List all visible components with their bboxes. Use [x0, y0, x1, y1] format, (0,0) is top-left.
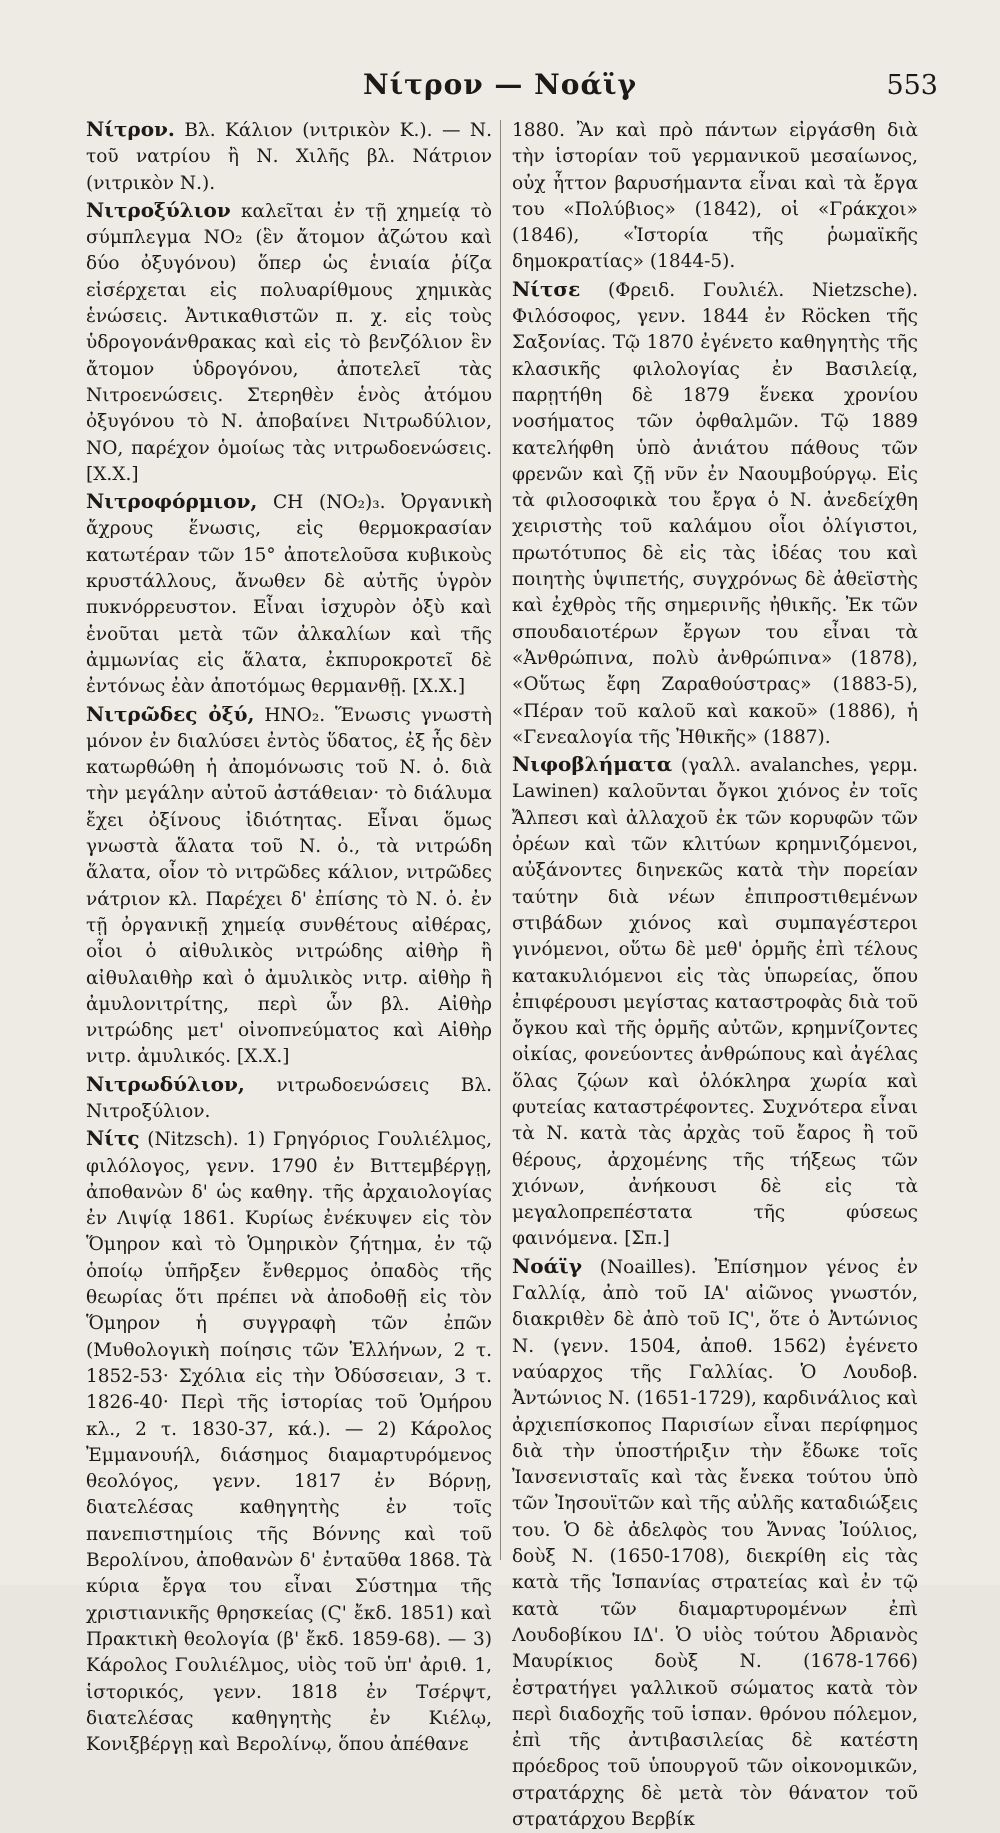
page-number: 553 [886, 70, 938, 101]
entry-nietzsche [512, 276, 918, 751]
entry-text: (Φρειδ. Γουλιέλ. Nietzsche). Φιλόσοφος, γενν. 1844 ἐν Röcken τῆς Σαξονίας. Τῷ 1870 ἐγένετο καθηγητὴς τῆς κλασικῆς φιλολογίας ἐν Βασιλείᾳ, παρῃτήθη δὲ 1879 ἕνεκα χρονίου νοσήματος τῶν ὀφθαλμῶν. Τῷ 1889 κατελήφθη ὑπὸ ἀνιάτου πάθους τῶν φρενῶν καὶ ζῇ νῦν ἐν Ναουμβούργῳ. Εἰς τὰ φιλοσοφικὰ του ἔργα ὁ Ν. ἀνεδείχθη χειριστὴς τοῦ καλάμου οἷοι ὀλίγιστοι, πρωτότυπος δὲ εἰς τὰς ἰδέας του καὶ ποιητὴς ὑψιπετής, συγχρόνως δὲ ἀθεϊστὴς καὶ ἐχθρὸς τῆς σημερινῆς ἠθικῆς. Ἐκ τῶν σπουδαιοτέρων ἔργων του εἶναι τὰ «Ἀνθρώπινα, πολὺ ἀνθρώπινα» (1878), «Οὕτως ἔφη Ζαραθούστρας» (1883-5), «Πέραν τοῦ καλοῦ καὶ κακοῦ» (1886), ἡ «Γενεαλογία τῆς Ἠθικῆς» (1887). [512, 279, 918, 748]
headword: Νίτρον. [86, 117, 175, 141]
entry-nitron [86, 116, 492, 197]
entry-nitroxylion [86, 197, 492, 488]
page-header [0, 62, 1000, 102]
headword: Νιτρῶδες ὀξύ, [86, 701, 255, 726]
headword: Νίτσε [512, 276, 581, 301]
entry-text: (γαλλ. avalanches, γερμ. Lawinen) καλοῦνται ὄγκοι χιόνος ἐν τοῖς Ἄλπεσι καὶ ἀλλαχοῦ ἐκ τῶν κορυφῶν τῶν ὀρέων καὶ τῶν κλιτύων κρημνιζόμενοι, αὐξάνοντες διηνεκῶς κατὰ τὴν πορείαν ταύτην διὰ νέων ἐπιπροστιθεμένων στιβάδων χιόνος καὶ συμπαγέστεροι γινόμενοι, οὕτω δὲ μεθ' ὁρμῆς ἐπὶ τέλους κατακυλιόμενοι εἰς τὰς ὑπωρείας, ὅπου ἐπιφέρουσι μεγίστας καταστροφὰς διὰ τοῦ ὄγκου καὶ τῆς ὁρμῆς αὐτῶν, κρημνίζοντες οἰκίας, φονεύοντες ἀνθρώπους καὶ ἀγέλας ὅλας ζῴων καὶ ὁλόκληρα χωρία καὶ φυτείας καταστρέφοντες. Συχνότερα εἶναι τὰ Ν. κατὰ τὰς ἀρχὰς τοῦ ἔαρος ἢ τοῦ θέρους, ἀρχομένης τῆς τήξεως τῶν χιόνων, ἀνήκουσι δὲ εἰς τὰ μεγαλοπρεπέστατα τῆς φύσεως φαινόμενα. [Σπ.] [512, 755, 918, 1250]
entry-text: 1880. Ἂν καὶ πρὸ πάντων εἰργάσθη διὰ τὴν ἱστορίαν τοῦ γερμανικοῦ μεσαίωνος, οὐχ ἧττον βαρυσήμαντα εἶναι καὶ τὰ ἔργα του «Πολύβιος» (1842), οἱ «Γράκχοι» (1846), «Ἱστορία τῆς ῥωμαϊκῆς δημοκρατίας» (1844-5). [512, 120, 918, 273]
entry-text: CH (NO₂)₃. Ὀργανικὴ ἄχρους ἕνωσις, εἰς θερμοκρασίαν κατωτέραν τῶν 15° ἀποτελοῦσα κυβικοὺς κρυστάλλους, ἄνωθεν δὲ αὐτῆς ὑγρὸν πυκνόρρευστον. Εἶναι ἰσχυρὸν ὀξὺ καὶ ἑνοῦται μετὰ τῶν ἀλκαλίων καὶ τῆς ἀμμωνίας εἰς ἅλατα, ἐκπυροκροτεῖ δὲ ἐντόνως ἐὰν ἀποτόμως θερμανθῇ. [Χ.Χ.] [86, 492, 492, 698]
headword: Νιφοβλήματα [512, 752, 673, 777]
entry-text: HNO₂. Ἕνωσις γνωστὴ μόνον ἐν διαλύσει ἐντὸς ὕδατος, ἐξ ἧς δὲν κατωρθώθη ἡ ἀπομόνωσις τοῦ Ν. ὀ. διὰ τὴν μεγάλην αὐτοῦ ἀστάθειαν· τὸ διάλυμα ἔχει ὀξίνους ἰδιότητας. Εἶναι ὅμως γνωστὰ ἅλατα τοῦ Ν. ὀ., τὰ νιτρώδη ἅλατα, οἷον τὸ νιτρῶδες κάλιον, νιτρῶδες νάτριον κλ. Παρέχει δ' ἐπίσης τὸ Ν. ὀ. ἐν τῇ ὀργανικῇ χημείᾳ συνθέτους αἰθέρας, οἷοι ὁ αἰθυλικὸς νιτρώδης αἰθὴρ ἢ αἰθυλαιθὴρ καὶ ὁ ἀμυλικὸς νιτρ. αἰθὴρ ἢ ἀμυλονιτρίτης, περὶ ὧν βλ. Αἰθὴρ νιτρώδης μετ' οἰνοπνεύματος καὶ Αἰθὴρ νιτρ. ἀμυλικός. [Χ.Χ.] [86, 704, 492, 1068]
right-column [512, 116, 918, 1833]
entry-text: (Nitzsch). 1) Γρηγόριος Γουλιέλμος, φιλόλογος, γενν. 1790 ἐν Βιττεμβέργῃ, ἀποθανὼν δ' ὡς καθηγ. τῆς ἀρχαιολογίας ἐν Λιψίᾳ 1861. Κυρίως ἐνέκυψεν εἰς τὸν Ὅμηρον καὶ τὸ Ὁμηρικὸν ζήτημα, ἐν τῷ ὁποίῳ ὑπῆρξεν ἔνθερμος ὀπαδὸς τῆς θεωρίας ὅτι πρέπει νὰ ἀποδοθῇ εἰς τὸν Ὅμηρον ἡ συγγραφὴ τῶν ἐπῶν (Μυθολογικὴ ποίησις τῶν Ἑλλήνων, 2 τ. 1852-53· Σχόλια εἰς τὴν Ὀδύσσειαν, 3 τ. 1826-40· Περὶ τῆς ἱστορίας τοῦ Ὁμήρου κλ., 2 τ. 1830-37, κά.). — 2) Κάρολος Ἐμμανουήλ, διάσημος διαμαρτυρόμενος θεολόγος, γενν. 1817 ἐν Βόρνῃ, διατελέσας καθηγητὴς ἐν τοῖς πανεπιστημίοις τῆς Βόννης καὶ τοῦ Βερολίνου, ἀποθανὼν δ' ἐνταῦθα 1868. Τὰ κύρια ἔργα του εἶναι Σύστημα τῆς χριστιανικῆς θρησκείας (Ϛ' ἔκδ. 1851) καὶ Πρακτικὴ θεολογία (β' ἔκδ. 1859-68). — 3) Κάρολος Γουλιέλμος, υἱὸς τοῦ ὑπ' ἀριθ. 1, ἱστορικός, γενν. 1818 ἐν Τσέρψτ, διατελέσας καθηγητὴς ἐν Κιέλῳ, Κονιξβέργῃ καὶ Βερολίνῳ, ὅπου ἀπέθανε [86, 1129, 492, 1756]
entry-nitrodes-oxy [86, 701, 492, 1071]
running-title: Νίτρον — Νοάϊγ [362, 68, 638, 101]
entry-nitzsch [86, 1125, 492, 1758]
headword: Νοάϊγ [512, 1253, 582, 1278]
entry-nitroformion [86, 488, 492, 700]
headword: Νιτροξύλιον [86, 197, 231, 222]
entry-nitrodylion [86, 1071, 492, 1126]
entry-text: Βλ. Κάλιον (νιτρικὸν Κ.). — Ν. τοῦ νατρίου ἢ Ν. Χιλῆς βλ. Νάτριον (νιτρικὸν Ν.). [86, 120, 492, 194]
left-column [86, 116, 492, 1758]
headword: Νίτς [86, 1126, 140, 1151]
column-divider [500, 120, 501, 1560]
entry-text: (Noailles). Ἐπίσημον γένος ἐν Γαλλίᾳ, ἀπὸ τοῦ ΙΑ' αἰῶνος γνωστόν, διακριθὲν δὲ ἀπὸ τοῦ ΙϚ', ὅτε ὁ Ἀντώνιος Ν. (γενν. 1504, ἀποθ. 1562) ἐγένετο ναύαρχος τῆς Γαλλίας. Ὁ Λουδοβ. Ἀντώνιος Ν. (1651-1729), καρδινάλιος καὶ ἀρχιεπίσκοπος Παρισίων εἶναι περίφημος διὰ τὴν ὑποστήριξιν τὴν ἔδωκε τοῖς Ἰανσενισταῖς καὶ τὰς ἔνεκα τούτου ὑπὸ τῶν Ἰησουϊτῶν καὶ τῆς αὐλῆς καταδιώξεις του. Ὁ δὲ ἀδελφὸς του Ἄννας Ἰούλιος, δοὺξ Ν. (1650-1708), διεκρίθη εἰς τὰς κατὰ τῆς Ἱσπανίας στρατείας καὶ ἐν τῷ κατὰ τῶν διαμαρτυρομένων ἐπὶ Λουδοβίκου ΙΔ'. Ὁ υἱὸς τούτου Ἀδριανὸς Μαυρίκιος δοὺξ Ν. (1678-1766) ἐστρατήγει γαλλικοῦ σώματος κατὰ τὸν περὶ διαδοχῆς τοῦ ἱσπαν. θρόνου πόλεμον, ἐπὶ τῆς ἀντιβασιλείας δὲ κατέστη πρόεδρος τοῦ ὑπουργοῦ τῶν οἰκονομικῶν, στρατάρχης δὲ μετὰ τὸν θάνατον τοῦ στρατάρχου Βερβίκ [512, 1256, 918, 1830]
entry-text: νιτρωδοενώσεις Βλ. Νιτροξύλιον. [86, 1074, 492, 1122]
entry-continuation [512, 116, 918, 276]
headword: Νιτρωδύλιον, [86, 1071, 245, 1096]
entry-text: καλεῖται ἐν τῇ χημείᾳ τὸ σύμπλεγμα NO₂ (ἓν ἄτομον ἀζώτου καὶ δύο ὀξυγόνου) ὅπερ ὡς ἑνιαία ῥίζα εἰσέρχεται εἰς πολυαρίθμους χημικὰς ἑνώσεις. Ἀντικαθιστῶν π. χ. εἰς τοὺς ὑδρογονάνθρακας καὶ εἰς τὸ βενζόλιον ἓν ἄτομον ὑδρογόνου, ἀποτελεῖ τὰς Νιτροενώσεις. Στερηθὲν ἑνὸς ἀτόμου ὀξυγόνου τὸ Ν. ἀποβαίνει Νιτρωδύλιον, ΝΟ, παρέχον ὁμοίως τὰς νιτρωδοενώσεις. [Χ.Χ.] [86, 200, 492, 485]
entry-noailles [512, 1253, 918, 1833]
entry-nifoblemata [512, 751, 918, 1253]
headword: Νιτροφόρμιον, [86, 489, 258, 514]
